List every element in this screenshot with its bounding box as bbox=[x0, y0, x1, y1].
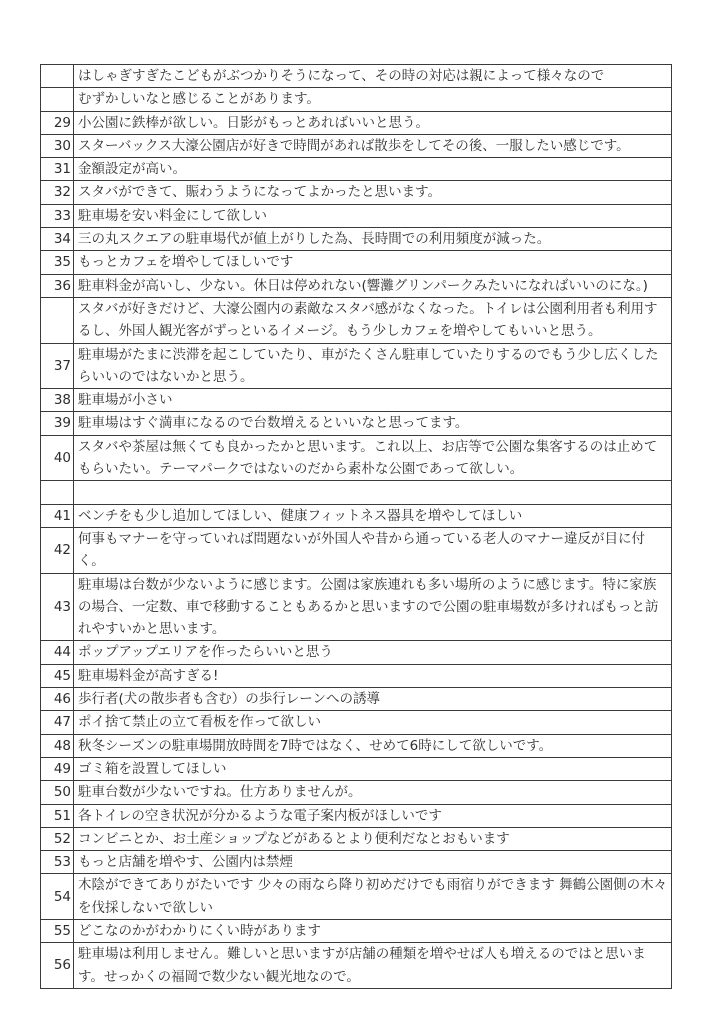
row-number-cell: 41 bbox=[41, 504, 74, 527]
table-row bbox=[41, 641, 672, 664]
table-row bbox=[41, 664, 672, 687]
table-row bbox=[41, 804, 672, 827]
row-comment-cell: 金額設定が高い。 bbox=[74, 158, 672, 181]
table-row bbox=[41, 874, 672, 920]
row-number-cell: 44 bbox=[41, 641, 74, 664]
table-row bbox=[41, 851, 672, 874]
row-number-cell: 29 bbox=[41, 111, 74, 134]
row-comment-cell: どこなのかがわかりにくい時があります bbox=[74, 919, 672, 942]
table-row bbox=[41, 711, 672, 734]
row-comment-cell: もっとカフェを増やしてほしいです bbox=[74, 251, 672, 274]
table-row bbox=[41, 757, 672, 780]
table-row bbox=[41, 827, 672, 850]
table-row bbox=[41, 251, 672, 274]
table-row bbox=[41, 412, 672, 435]
row-number-cell bbox=[41, 65, 74, 88]
table-row bbox=[41, 111, 672, 134]
table-row bbox=[41, 919, 672, 942]
row-number-cell: 38 bbox=[41, 389, 74, 412]
table-row bbox=[41, 274, 672, 297]
row-comment-cell: スタバが好きだけど、大濠公園内の素敵なスタバ感がなくなった。トイレは公園利用者も利用するし、外国人観光客がずっといるイメージ。もう少しカフェを増やしてもいいと思う。 bbox=[74, 297, 672, 343]
row-number-cell: 36 bbox=[41, 274, 74, 297]
row-number-cell: 42 bbox=[41, 527, 74, 573]
row-comment-cell: 駐車場料金が高すぎる! bbox=[74, 664, 672, 687]
row-comment-cell: ベンチをも少し追加してほしい、健康フィットネス器具を増やしてほしい bbox=[74, 504, 672, 527]
row-number-cell bbox=[41, 297, 74, 343]
row-number-cell: 52 bbox=[41, 827, 74, 850]
table-row bbox=[41, 158, 672, 181]
table-row bbox=[41, 389, 672, 412]
row-comment-cell: 秋冬シーズンの駐車場開放時間を7時ではなく、せめて6時にして欲しいです。 bbox=[74, 734, 672, 757]
table-row bbox=[41, 204, 672, 227]
table-row bbox=[41, 573, 672, 641]
row-number-cell: 32 bbox=[41, 181, 74, 204]
row-number-cell: 31 bbox=[41, 158, 74, 181]
row-comment-cell bbox=[74, 481, 672, 504]
survey-comments-table bbox=[40, 64, 672, 989]
table-row bbox=[41, 65, 672, 88]
row-number-cell: 40 bbox=[41, 435, 74, 481]
table-row bbox=[41, 504, 672, 527]
table-body bbox=[41, 65, 672, 989]
table-row bbox=[41, 481, 672, 504]
row-comment-cell: 各トイレの空き状況が分かるような電子案内板がほしいです bbox=[74, 804, 672, 827]
row-comment-cell: ゴミ箱を設置してほしい bbox=[74, 757, 672, 780]
row-number-cell: 39 bbox=[41, 412, 74, 435]
row-number-cell: 47 bbox=[41, 711, 74, 734]
row-number-cell: 34 bbox=[41, 228, 74, 251]
row-comment-cell: 駐車台数が少ないですね。仕方ありませんが。 bbox=[74, 781, 672, 804]
row-number-cell: 50 bbox=[41, 781, 74, 804]
row-comment-cell: 駐車場は台数が少ないように感じます。公園は家族連れも多い場所のように感じます。特に家族の場合、一定数、車で移動することもあるかと思いますので公園の駐車場数が多ければもっと訪れやすいかと思います。 bbox=[74, 573, 672, 641]
row-number-cell: 37 bbox=[41, 343, 74, 389]
row-comment-cell: 木陰ができてありがたいです 少々の雨なら降り初めだけでも雨宿りができます 舞鶴公園側の木々を伐採しないで欲しい bbox=[74, 874, 672, 920]
row-number-cell: 56 bbox=[41, 943, 74, 989]
row-number-cell: 48 bbox=[41, 734, 74, 757]
table-row bbox=[41, 181, 672, 204]
table-row bbox=[41, 943, 672, 989]
row-number-cell: 49 bbox=[41, 757, 74, 780]
row-number-cell: 54 bbox=[41, 874, 74, 920]
row-comment-cell: はしゃぎすぎたこどもがぶつかりそうになって、その時の対応は親によって様々なので bbox=[74, 65, 672, 88]
row-comment-cell: スターバックス大濠公園店が好きで時間があれば散歩をしてその後、一服したい感じです。 bbox=[74, 134, 672, 157]
row-number-cell: 45 bbox=[41, 664, 74, 687]
row-comment-cell: 駐車料金が高いし、少ない。休日は停めれない(響灘グリンパークみたいになればいいのにな。) bbox=[74, 274, 672, 297]
row-number-cell bbox=[41, 481, 74, 504]
table-row bbox=[41, 134, 672, 157]
row-comment-cell: ポイ捨て禁止の立て看板を作って欲しい bbox=[74, 711, 672, 734]
table-row bbox=[41, 88, 672, 111]
row-comment-cell: 駐車場は利用しません。難しいと思いますが店舗の種類を増やせば人も増えるのではと思います。せっかくの福岡で数少ない観光地なので。 bbox=[74, 943, 672, 989]
row-number-cell: 53 bbox=[41, 851, 74, 874]
row-comment-cell: 三の丸スクエアの駐車場代が値上がりした為、長時間での利用頻度が減った。 bbox=[74, 228, 672, 251]
row-comment-cell: 駐車場はすぐ満車になるので台数増えるといいなと思ってます。 bbox=[74, 412, 672, 435]
row-comment-cell: スタバや茶屋は無くても良かったかと思います。これ以上、お店等で公園な集客するのは止めてもらいたい。テーマパークではないのだから素朴な公園であって欲しい。 bbox=[74, 435, 672, 481]
row-comment-cell: スタバができて、賑わうようになってよかったと思います。 bbox=[74, 181, 672, 204]
row-comment-cell: 駐車場を安い料金にして欲しい bbox=[74, 204, 672, 227]
table-row bbox=[41, 435, 672, 481]
row-comment-cell: 歩行者(犬の散歩者も含む）の歩行レーンへの誘導 bbox=[74, 688, 672, 711]
row-number-cell bbox=[41, 88, 74, 111]
row-number-cell: 46 bbox=[41, 688, 74, 711]
row-number-cell: 43 bbox=[41, 573, 74, 641]
row-comment-cell: 駐車場が小さい bbox=[74, 389, 672, 412]
row-comment-cell: ポップアップエリアを作ったらいいと思う bbox=[74, 641, 672, 664]
row-comment-cell: 小公園に鉄棒が欲しい。日影がもっとあればいいと思う。 bbox=[74, 111, 672, 134]
table-row bbox=[41, 781, 672, 804]
row-comment-cell: むずかしいなと感じることがあります。 bbox=[74, 88, 672, 111]
table-row bbox=[41, 228, 672, 251]
table-row bbox=[41, 688, 672, 711]
table-row bbox=[41, 734, 672, 757]
row-comment-cell: 駐車場がたまに渋滞を起こしていたり、車がたくさん駐車していたりするのでもう少し広くしたらいいのではないかと思う。 bbox=[74, 343, 672, 389]
row-number-cell: 33 bbox=[41, 204, 74, 227]
table-row bbox=[41, 527, 672, 573]
table-row bbox=[41, 297, 672, 343]
row-number-cell: 55 bbox=[41, 919, 74, 942]
row-comment-cell: コンビニとか、お土産ショップなどがあるとより便利だなとおもいます bbox=[74, 827, 672, 850]
row-number-cell: 35 bbox=[41, 251, 74, 274]
row-comment-cell: 何事もマナーを守っていれば問題ないが外国人や昔から通っている老人のマナー違反が目に付く。 bbox=[74, 527, 672, 573]
row-number-cell: 51 bbox=[41, 804, 74, 827]
row-number-cell: 30 bbox=[41, 134, 74, 157]
table-row bbox=[41, 343, 672, 389]
row-comment-cell: もっと店舗を増やす、公園内は禁煙 bbox=[74, 851, 672, 874]
